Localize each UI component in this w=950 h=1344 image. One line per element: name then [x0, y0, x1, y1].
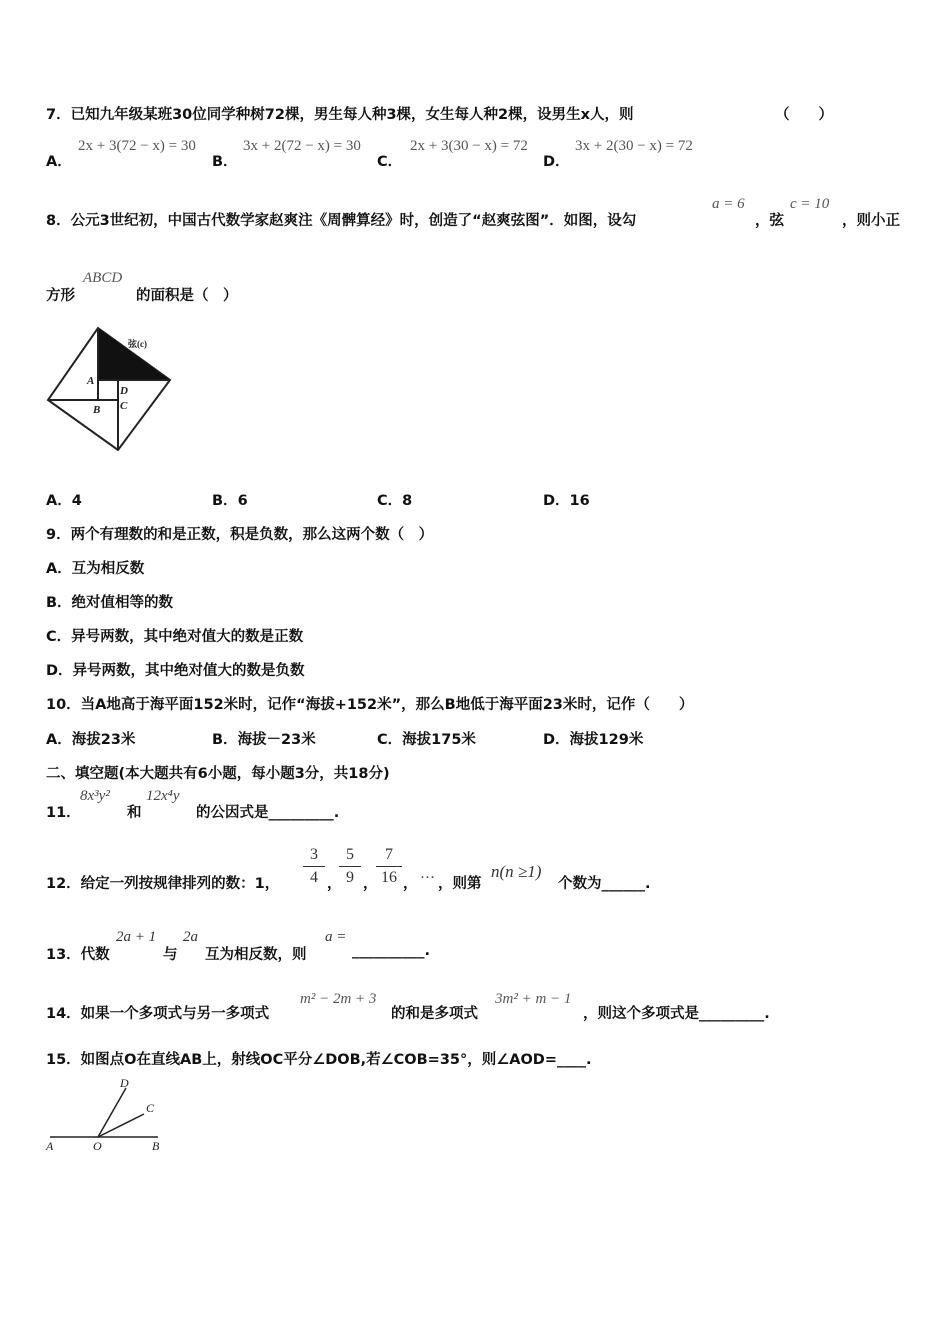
q13-expr1: 2a + 1 [116, 929, 157, 945]
q7-option-b-expr: 3x + 2(72 − x) = 30 [243, 138, 361, 154]
q8-sep: ，弦 [755, 213, 784, 229]
q8-line2-start: 方形 [46, 288, 75, 304]
q10-option-a: A．海拔23米 [46, 732, 136, 748]
q7-paren: （ ） [775, 107, 833, 123]
q14-rest: ，则这个多项式是_________. [583, 1006, 770, 1022]
q13-mid: 互为相反数，则 [205, 947, 307, 963]
q11-expr2: 12x⁴y [146, 788, 180, 804]
q9-option-b: B．绝对值相等的数 [46, 595, 174, 611]
q12-frac-3: $\frac{7}{16}$ [376, 846, 402, 887]
q11-num: 11． [46, 805, 81, 821]
q14-mid: 的和是多项式 [391, 1006, 478, 1022]
q8-line2-end: 的面积是（ ） [136, 288, 238, 304]
ray-d-label: D [120, 1076, 129, 1090]
q12-n-expr: n(n ≥1) [491, 862, 542, 881]
q14-expr1: m² − 2m + 3 [300, 991, 377, 1007]
point-c-label: C [120, 400, 128, 412]
q12-frac-2: $\frac{5}{9}$ [339, 846, 361, 887]
q13-rest: __________. [352, 943, 431, 959]
q9-option-a: A．互为相反数 [46, 561, 145, 577]
q8-abcd: ABCD [83, 270, 123, 286]
q10-text: 10．当A地高于海平面152米时，记作“海拔+152米”，那么B地低于海平面23米时，记作（ ） [46, 697, 694, 713]
q12-comma-3: ， [403, 876, 418, 892]
q11-and: 和 [127, 805, 142, 821]
q8-option-c: C．8 [377, 493, 413, 509]
q8-option-a: A．4 [46, 493, 82, 509]
q12-ellipsis: … [420, 866, 435, 882]
point-o-label: O [93, 1139, 102, 1153]
q8-option-d: D．16 [543, 493, 590, 509]
q10-option-c: C．海拔175米 [377, 732, 476, 748]
point-a-label: A [87, 375, 95, 387]
q15-text: 15．如图点O在直线AB上，射线OC平分∠DOB,若∠COB=35°，则∠AOD=____. [46, 1052, 592, 1068]
q12-comma-2: ， [363, 876, 378, 892]
q14-expr2: 3m² + m − 1 [495, 991, 572, 1007]
q8-line1-end: ，则小正 [842, 213, 900, 229]
q7-option-a-label: A． [46, 154, 72, 170]
q11-expr1: 8x³y² [80, 788, 110, 804]
q11-rest: 的公因式是_________. [196, 805, 340, 821]
q12-rest: 个数为______. [558, 876, 651, 892]
q8-option-b: B．6 [212, 493, 248, 509]
q7-option-d-label: D． [543, 154, 570, 170]
q7-option-b-label: B． [212, 154, 238, 170]
q7-option-d-expr: 3x + 2(30 − x) = 72 [575, 138, 693, 154]
ray-c-label: C [146, 1101, 155, 1115]
q8-line1: 8．公元3世纪初，中国古代数学家赵爽注《周髀算经》时，创造了“赵爽弦图”．如图，设勾 [46, 213, 637, 229]
angle-diagram [40, 1072, 170, 1156]
q9-text: 9．两个有理数的和是正数，积是负数，那么这两个数（ ） [46, 527, 434, 543]
q7-option-c-expr: 2x + 3(30 − x) = 72 [410, 138, 528, 154]
q13-expr2: 2a [183, 929, 198, 945]
q13-with: 与 [163, 947, 178, 963]
q8-a-expr: a = 6 [712, 196, 745, 212]
q10-option-d: D．海拔129米 [543, 732, 644, 748]
section-2-heading: 二、填空题(本大题共有6小题，每小题3分，共18分) [46, 766, 390, 782]
q8-c-expr: c = 10 [790, 196, 830, 212]
q13-expr3: a = [325, 929, 347, 945]
q10-option-b: B．海拔－23米 [212, 732, 316, 748]
q12-frac-1: $\frac{3}{4}$ [303, 846, 325, 887]
q9-option-d: D．异号两数，其中绝对值大的数是负数 [46, 663, 305, 679]
q9-option-c: C．异号两数，其中绝对值大的数是正数 [46, 629, 304, 645]
hyp-label: 弦(c) [128, 339, 147, 349]
q7-option-a-expr: 2x + 3(72 − x) = 30 [78, 138, 196, 154]
q12-text: 12．给定一列按规律排列的数：1， [46, 876, 280, 892]
q7-text: 7．已知九年级某班30位同学种树72棵，男生每人种3棵，女生每人种2棵，设男生x人，则 [46, 107, 634, 123]
q12-comma-1: ， [327, 876, 342, 892]
q7-option-c-label: C． [377, 154, 403, 170]
point-d-label: D [120, 385, 128, 397]
q13-num: 13．代数 [46, 947, 110, 963]
q14-text: 14．如果一个多项式与另一多项式 [46, 1006, 270, 1022]
zhao-shuang-diagram [44, 322, 176, 454]
point-b-label: B [93, 404, 101, 416]
q12-mid: ，则第 [438, 876, 482, 892]
point-a-label: A [46, 1139, 54, 1153]
point-b-label: B [152, 1139, 160, 1153]
